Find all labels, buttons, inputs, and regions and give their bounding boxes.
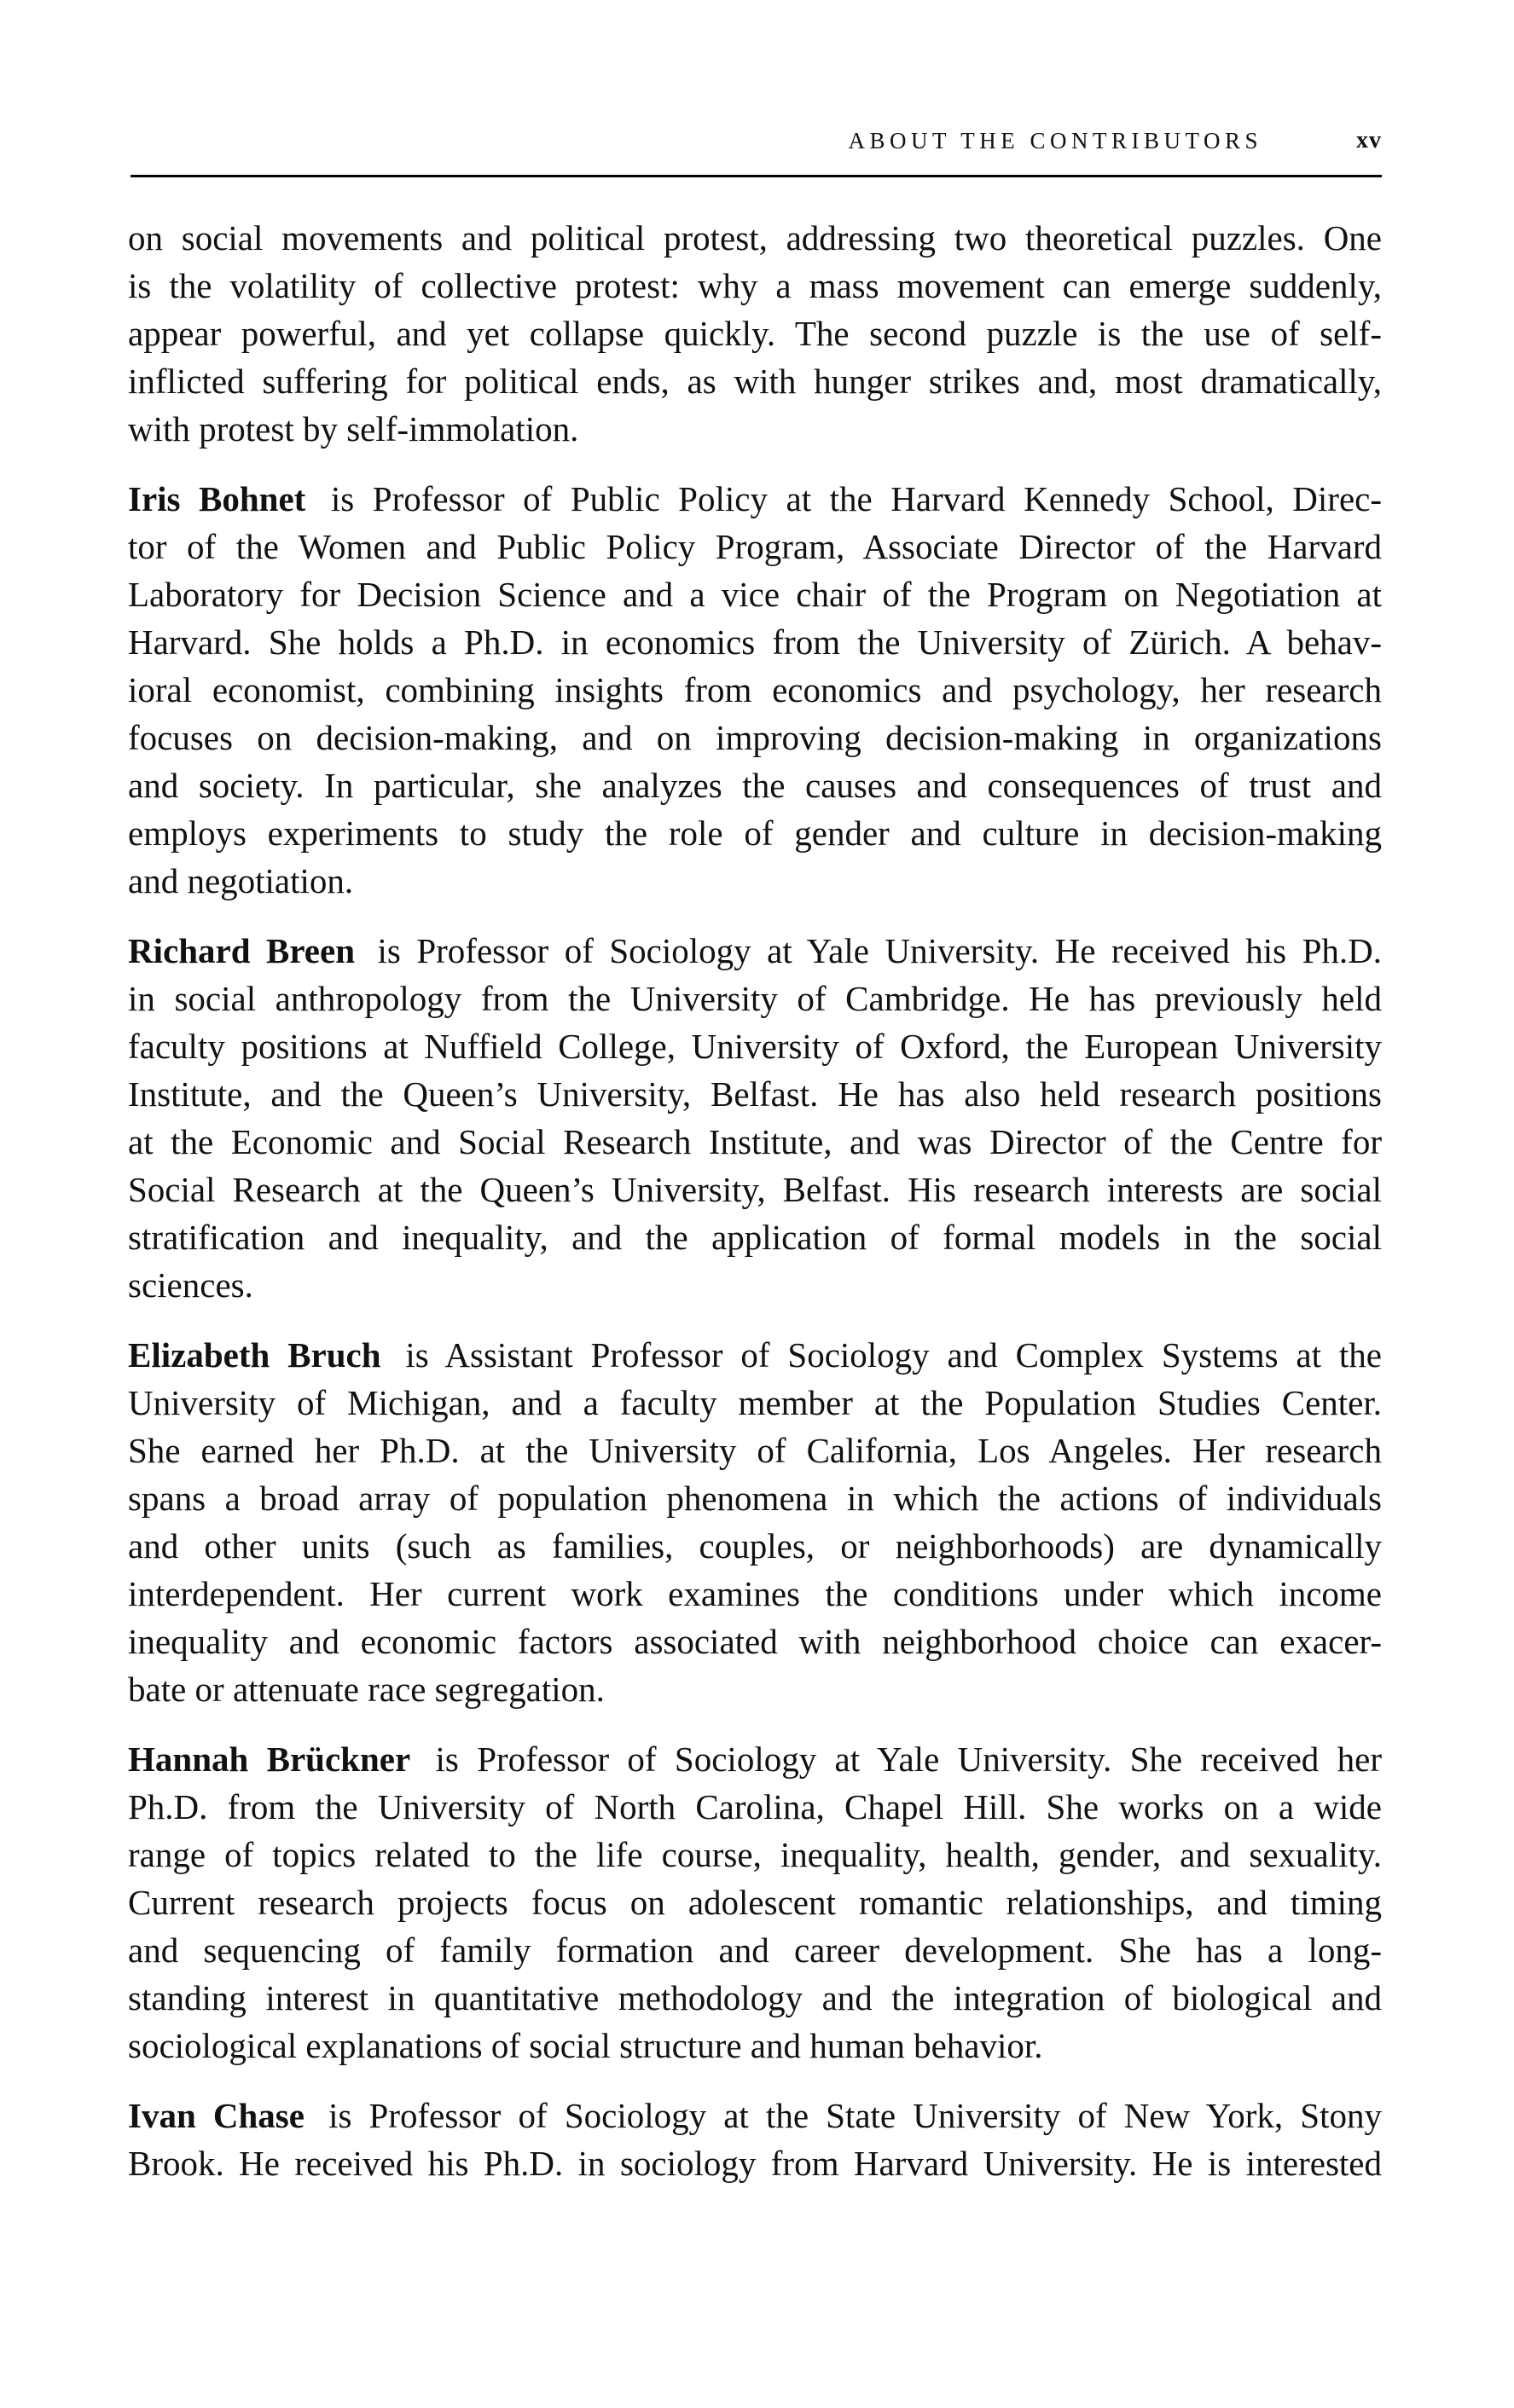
text-line [128,1570,1382,1618]
text-line [128,761,1382,809]
text-line [128,357,1382,405]
text-line [128,405,1382,453]
text-line [128,310,1382,357]
page-header [128,119,1382,177]
contributor-entry [128,475,1382,905]
text-line [128,1926,1382,1974]
line-text: appear powerful, and yet collapse quickly. The second puzzle is the use of self- [128,314,1382,353]
text-line [128,475,1382,523]
text-line [128,975,1382,1022]
text-line [128,809,1382,857]
text-line [128,1474,1382,1522]
contributor-name: Richard Breen [128,931,355,970]
line-text: University of Michigan, and a faculty member at the Population Studies Center. [128,1383,1382,1422]
text-line [128,570,1382,618]
line-text: Brook. He received his Ph.D. in sociology from Harvard University. He is interested [128,2144,1382,2183]
text-line [128,1261,1382,1309]
text-line [128,1379,1382,1427]
line-text: inequality and economic factors associated with neighborhood choice can exacer- [128,1622,1382,1661]
line-text: ioral economist, combining insights from economics and psychology, her research [128,670,1382,709]
text-line [128,618,1382,666]
line-text: faculty positions at Nuffield College, University of Oxford, the European University [128,1027,1382,1066]
line-text: tor of the Women and Public Policy Program, Associate Director of the Harvard [128,527,1382,566]
line-text: Current research projects focus on adolescent romantic relationships, and timing [128,1883,1382,1922]
text-line [128,1783,1382,1831]
line-text: is Professor of Sociology at the State University of New York, Stony [328,2096,1382,2135]
line-text: focuses on decision-making, and on improving decision-making in organizations [128,718,1382,757]
line-text: in social anthropology from the University of Cambridge. He has previously held [128,979,1382,1018]
line-text: is Assistant Professor of Sociology and Complex Systems at the [405,1335,1382,1375]
text-line [128,666,1382,714]
text-line [128,1166,1382,1213]
line-text: on social movements and political protest, addressing two theoretical puzzles. One [128,218,1382,258]
text-line [128,1974,1382,2022]
text-line [128,1831,1382,1878]
line-text: inflicted suffering for political ends, as with hunger strikes and, most dramatically, [128,362,1382,401]
text-line [128,1331,1382,1379]
text-line [128,2092,1382,2139]
text-line [128,714,1382,761]
text-line [128,1022,1382,1070]
line-text: at the Economic and Social Research Institute, and was Director of the Centre for [128,1122,1382,1161]
line-text: Institute, and the Queen’s University, Belfast. He has also held research positions [128,1074,1382,1114]
line-text: bate or attenuate race segregation. [128,1670,605,1709]
line-text: and other units (such as families, couples, or neighborhoods) are dynamically [128,1526,1382,1566]
line-text: and negotiation. [128,861,354,900]
contributor-entry [128,2092,1382,2187]
line-text: Social Research at the Queen’s University, Belfast. His research interests are social [128,1170,1382,1209]
text-line [128,1665,1382,1713]
contributor-name: Elizabeth Bruch [128,1335,381,1375]
line-text: interdependent. Her current work examines the conditions under which income [128,1574,1382,1613]
text-line [128,1213,1382,1261]
line-text: standing interest in quantitative methodology and the integration of biological and [128,1978,1382,2017]
line-text: stratification and inequality, and the application of formal models in the social [128,1218,1382,1257]
line-text: Harvard. She holds a Ph.D. in economics from the University of Zürich. A behav- [128,622,1382,662]
line-text: Ph.D. from the University of North Carolina, Chapel Hill. She works on a wide [128,1787,1382,1826]
contributor-name: Hannah Brückner [128,1739,411,1779]
line-text: is Professor of Public Policy at the Harvard Kennedy School, Direc- [330,479,1383,518]
contributor-name: Ivan Chase [128,2096,305,2135]
line-text: is Professor of Sociology at Yale University. He received his Ph.D. [377,931,1382,970]
text-line [128,927,1382,975]
text-line [128,214,1382,262]
line-text: range of topics related to the life course, inequality, health, gender, and sexuality. [128,1835,1382,1874]
line-text: She earned her Ph.D. at the University of California, Los Angeles. Her research [128,1431,1382,1470]
contributor-entry [128,927,1382,1309]
line-text: and sequencing of family formation and career development. She has a long- [128,1930,1382,1970]
running-head: ABOUT THE CONTRIBUTORS [848,128,1262,153]
line-text: and society. In particular, she analyzes the causes and consequences of trust and [128,766,1382,805]
text-line [128,857,1382,905]
line-text: sociological explanations of social structure and human behavior. [128,2026,1043,2065]
contributor-name: Iris Bohnet [128,479,306,518]
text-line [128,523,1382,570]
line-text: Laboratory for Decision Science and a vice chair of the Program on Negotiation at [128,575,1382,614]
line-text: sciences. [128,1265,253,1305]
contributor-entry [128,1331,1382,1713]
text-line [128,1118,1382,1166]
text-line [128,1878,1382,1926]
line-text: spans a broad array of population phenomena in which the actions of individuals [128,1479,1382,1518]
line-text: employs experiments to study the role of gender and culture in decision-making [128,813,1382,853]
text-line [128,1522,1382,1570]
line-text: with protest by self-immolation. [128,409,579,449]
body-text [128,214,1382,2209]
line-text: is the volatility of collective protest: why a mass movement can emerge suddenly, [128,266,1382,305]
header-rule [131,175,1382,177]
line-text: is Professor of Sociology at Yale University. She received her [435,1739,1382,1779]
page-number: xv [1356,127,1382,153]
text-line [128,262,1382,310]
continued-paragraph [128,214,1382,453]
contributor-entry [128,1735,1382,2069]
text-line [128,2022,1382,2069]
text-line [128,1427,1382,1474]
text-line [128,2139,1382,2187]
text-line [128,1735,1382,1783]
text-line [128,1618,1382,1665]
text-line [128,1070,1382,1118]
